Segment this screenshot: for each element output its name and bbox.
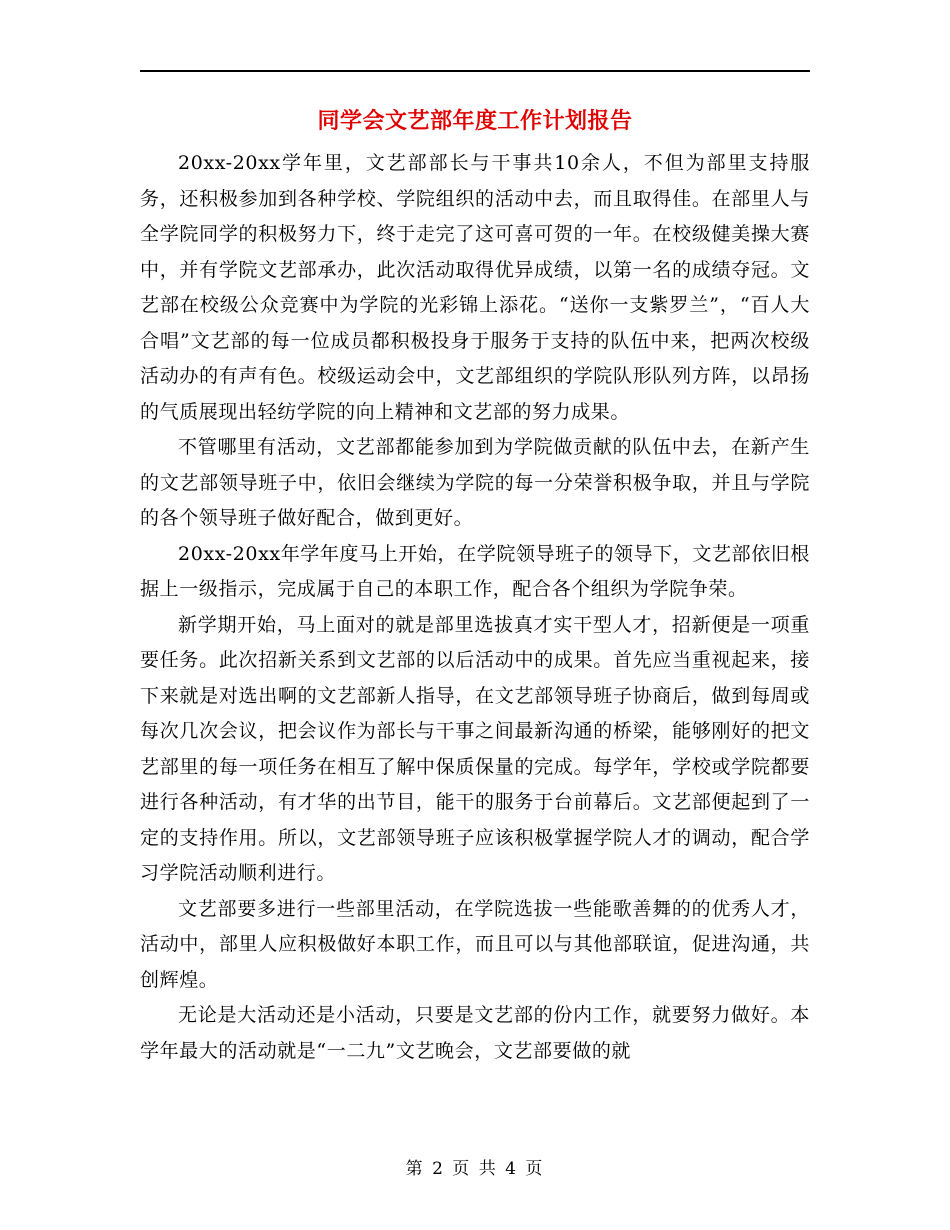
paragraph-1: 20xx-20xx学年里，文艺部部长与干事共10余人，不但为部里支持服务，还积极参加到各种学校、学院组织的活动中去，而且取得佳。在部里人与全学院同学的积极努力下，终于走完了这可喜可贺的一年。在校级健美操大赛中，并有学院文艺部承办，此次活动取得优异成绩，以第一名的成绩夺冠。文艺部在校级公众竞赛中为学院的光彩锦上添花。“送你一支紫罗兰”，“百人大合唱”文艺部的每一位成员都积极投身于服务于支持的队伍中来，把两次校级活动办的有声有色。校级运动会中，文艺部组织的学院队形队列方阵，以昂扬的气质展现出轻纺学院的向上精神和文艺部的努力成果。 — [140, 152, 810, 423]
paragraph-6: 无论是大活动还是小活动，只要是文艺部的份内工作，就要努力做好。本学年最大的活动就是“一二九”文艺晚会，文艺部要做的就 — [140, 1004, 810, 1062]
paragraph-4: 新学期开始，马上面对的就是部里选拔真才实干型人才，招新便是一项重要任务。此次招新关系到文艺部的以后活动中的成果。首先应当重视起来，接下来就是对选出啊的文艺部新人指导，在文艺部领导班子协商后，做到每周或每次几次会议，把会议作为部长与干事之间最新沟通的桥梁，能够刚好的把文艺部里的每一项任务在相互了解中保质保量的完成。每学年，学校或学院都要进行各种活动，有才华的出节目，能干的服务于台前幕后。文艺部便起到了一定的支持作用。所以，文艺部领导班子应该积极掌握学院人才的调动，配合学习学院活动顺利进行。 — [140, 613, 810, 884]
document-body — [140, 146, 810, 1069]
page-footer: 第 2 页 共 4 页 — [405, 1159, 545, 1179]
paragraph-3: 20xx-20xx年学年度马上开始，在学院领导班子的领导下，文艺部依旧根据上一级指示，完成属于自己的本职工作，配合各个组织为学院争荣。 — [140, 542, 810, 600]
paragraph-2: 不管哪里有活动，文艺部都能参加到为学院做贡献的队伍中去，在新产生的文艺部领导班子中，依旧会继续为学院的每一分荣誉积极争取，并且与学院的各个领导班子做好配合，做到更好。 — [140, 436, 810, 529]
paragraph-5: 文艺部要多进行一些部里活动，在学院选拔一些能歌善舞的的优秀人才，活动中，部里人应积极做好本职工作，而且可以与其他部联谊，促进沟通，共创辉煌。 — [140, 897, 810, 991]
header-rule — [140, 70, 810, 72]
document-title: 同学会文艺部年度工作计划报告 — [317, 108, 633, 134]
